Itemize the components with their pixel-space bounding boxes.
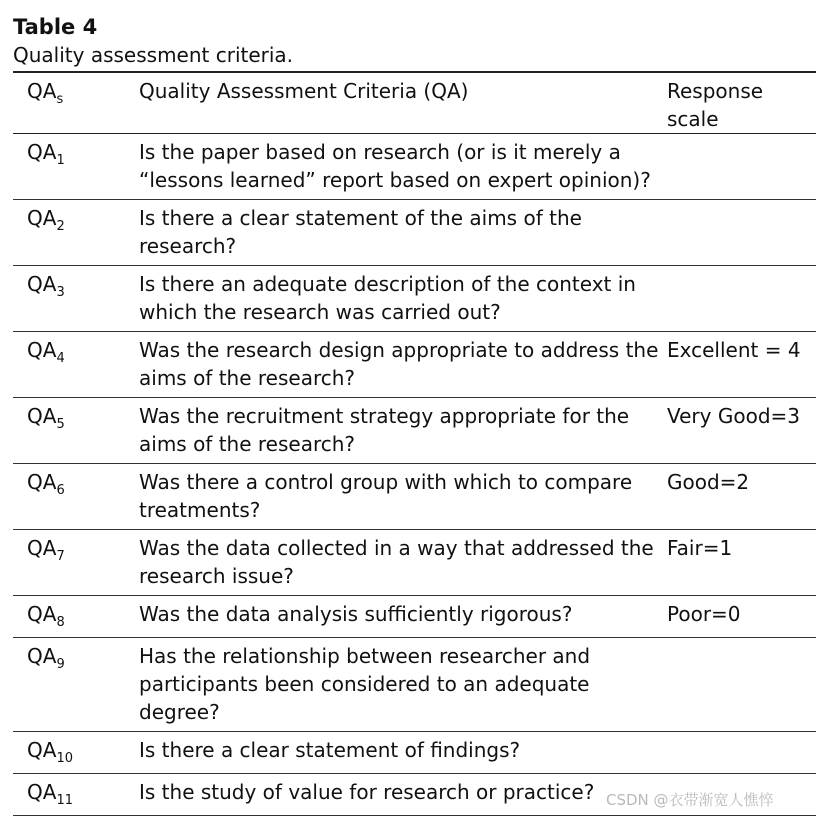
table-row [13, 596, 816, 638]
qa-id-cell: $QA_4$ [27, 338, 65, 366]
criteria-cell: Was the data collected in a way that addressed the research issue? [139, 536, 654, 588]
criteria-cell: Was the research design appropriate to address the aims of the research? [139, 338, 659, 390]
criteria-cell: Was there a control group with which to compare treatments? [139, 470, 633, 522]
table-row [13, 398, 816, 464]
response-scale-cell: Good=2 [667, 470, 750, 494]
watermark: CSDN @衣带渐宽人憔悴 [606, 791, 774, 809]
header-criteria: Quality Assessment Criteria (QA) [139, 79, 469, 103]
table-row [13, 266, 816, 332]
response-scale-cell: Excellent = 4 [667, 338, 801, 362]
qa-id-cell: $QA_8$ [27, 602, 65, 630]
qa-id-cell: $QA_6$ [27, 470, 65, 498]
response-scale-cell [667, 638, 816, 732]
response-scale-cell [667, 200, 816, 266]
criteria-cell: Has the relationship between researcher and participants been considered to an adequate degree? [139, 644, 591, 724]
criteria-cell: Is the study of value for research or practice? [139, 780, 595, 804]
response-scale-cell: Very Good=3 [667, 404, 800, 428]
table-row [13, 134, 816, 200]
table-row [13, 200, 816, 266]
table-body [13, 134, 816, 816]
criteria-cell: Was the recruitment strategy appropriate for the aims of the research? [139, 404, 630, 456]
table-row [13, 732, 816, 774]
table-row [13, 464, 816, 530]
criteria-cell: Is there an adequate description of the context in which the research was carried out? [139, 272, 636, 324]
quality-assessment-table [13, 71, 816, 816]
table-caption [13, 13, 293, 69]
qa-id-cell: $QA_{10}$ [27, 738, 73, 766]
header-qa-id: $QA_s$ [27, 79, 64, 107]
criteria-cell: Is the paper based on research (or is it merely a “lessons learned” report based on expert opinion)? [139, 140, 651, 192]
table-header-row [13, 72, 816, 134]
criteria-cell: Was the data analysis sufficiently rigorous? [139, 602, 573, 626]
qa-id-cell: $QA_5$ [27, 404, 65, 432]
criteria-cell: Is there a clear statement of findings? [139, 738, 521, 762]
table-subtitle: Quality assessment criteria. [13, 43, 294, 67]
header-response-scale: Response scale [667, 79, 764, 131]
qa-id-cell: $QA_9$ [27, 644, 65, 672]
response-scale-cell [667, 134, 816, 200]
table-row [13, 530, 816, 596]
table-title: Table 4 [13, 15, 98, 39]
qa-id-cell: $QA_2$ [27, 206, 65, 234]
response-scale-cell: Fair=1 [667, 536, 733, 560]
table-row [13, 638, 816, 732]
criteria-cell: Is there a clear statement of the aims of the research? [139, 206, 582, 258]
response-scale-cell: Poor=0 [667, 602, 741, 626]
qa-id-cell: $QA_1$ [27, 140, 65, 168]
qa-id-cell: $QA_{11}$ [27, 780, 73, 808]
response-scale-cell [667, 732, 816, 774]
qa-id-cell: $QA_7$ [27, 536, 65, 564]
table-row [13, 332, 816, 398]
qa-id-cell: $QA_3$ [27, 272, 65, 300]
response-scale-cell [667, 266, 816, 332]
